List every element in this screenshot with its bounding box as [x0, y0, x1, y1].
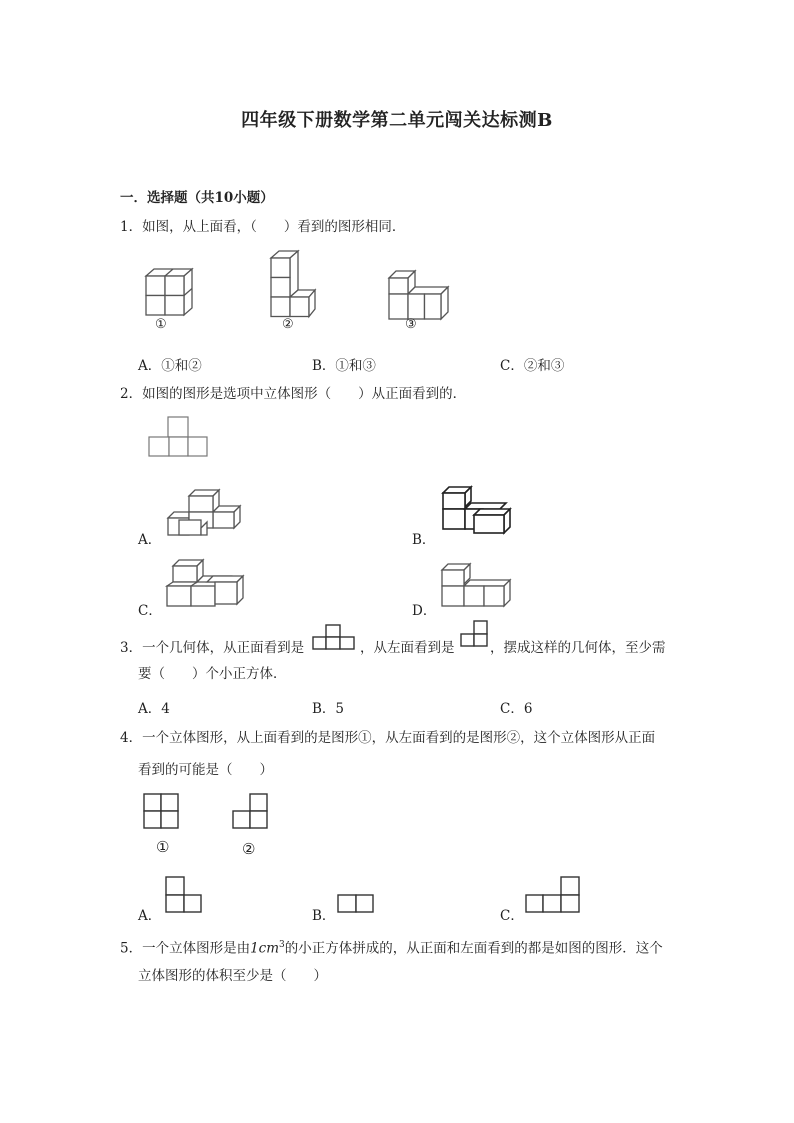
- q2-option-c[interactable]: C．: [138, 603, 162, 619]
- q1-figure-2: [268, 250, 328, 330]
- q4-option-a[interactable]: A．: [138, 908, 162, 924]
- section-heading: 一．选择题（共10小题）: [120, 190, 274, 206]
- page-title: 四年级下册数学第二单元闯关达标测B: [241, 110, 553, 131]
- q2-option-b-figure: [440, 485, 520, 540]
- q1-figure-3: [386, 270, 456, 330]
- q3-front-view: [312, 624, 358, 652]
- q2-front-view: [148, 415, 213, 460]
- q2-option-b[interactable]: B．: [412, 532, 436, 548]
- q4-option-c-figure: [524, 875, 584, 915]
- q3-option-a[interactable]: A．4: [138, 701, 170, 717]
- q2-option-c-figure: [165, 558, 250, 610]
- q1-option-a[interactable]: A．①和②: [138, 358, 202, 374]
- question-3-stem-part2: ，从左面看到是: [360, 640, 455, 656]
- question-4-stem-part1: 4．一个立体图形，从上面看到的是图形①，从左面看到的是图形②，这个立体图形从正面: [120, 730, 656, 746]
- q2-option-a[interactable]: A．: [138, 532, 162, 548]
- q4-figure-2-label: ②: [242, 840, 256, 858]
- q3-option-b[interactable]: B．5: [312, 701, 345, 717]
- question-2-stem: 2．如图的图形是选项中立体图形（ ）从正面看到的．: [120, 386, 467, 402]
- q1-option-b[interactable]: B．①和③: [312, 358, 376, 374]
- q5-stem-part2: 的小正方体拼成的，从正面和左面看到的都是如图的图形．这个: [284, 940, 663, 957]
- q5-exponent: 3: [279, 940, 285, 950]
- q1-figure-1: [140, 266, 200, 346]
- question-3-stem-part3: ，摆成这样的几何体，至少需: [490, 640, 666, 656]
- q1-figure-2-label: ②: [282, 317, 294, 332]
- question-5-stem-line1: [120, 935, 663, 959]
- question-1-stem: 1．如图，从上面看，（ ）看到的图形相同．: [120, 219, 406, 235]
- q4-figure-2: [231, 792, 271, 832]
- question-5-stem-line2: 立体图形的体积至少是（ ）: [138, 968, 327, 984]
- q1-option-c[interactable]: C．②和③: [500, 358, 565, 374]
- q3-option-c[interactable]: C．6: [500, 701, 533, 717]
- q2-option-a-figure: [165, 488, 245, 540]
- q5-stem-part1: 5．一个立体图形是由: [120, 940, 251, 957]
- question-3-stem-part4: 要（ ）个小正方体．: [138, 666, 287, 682]
- q2-option-d-figure: [440, 562, 520, 614]
- q1-figure-1-label: ①: [155, 317, 167, 332]
- q3-left-view: [460, 620, 492, 652]
- q4-option-a-figure: [164, 876, 204, 916]
- question-3-stem-part1: 3．一个几何体，从正面看到是: [120, 640, 305, 656]
- q5-unit: 1cm: [250, 940, 280, 957]
- q2-option-d[interactable]: D．: [412, 603, 437, 619]
- q4-option-c[interactable]: C．: [500, 908, 524, 924]
- q4-figure-1: [142, 792, 182, 832]
- q1-figure-3-label: ③: [405, 317, 417, 332]
- q4-figure-1-label: ①: [156, 838, 170, 856]
- q4-option-b[interactable]: B．: [312, 908, 336, 924]
- q4-option-b-figure: [336, 893, 376, 915]
- question-4-stem-part2: 看到的可能是（ ）: [138, 762, 273, 778]
